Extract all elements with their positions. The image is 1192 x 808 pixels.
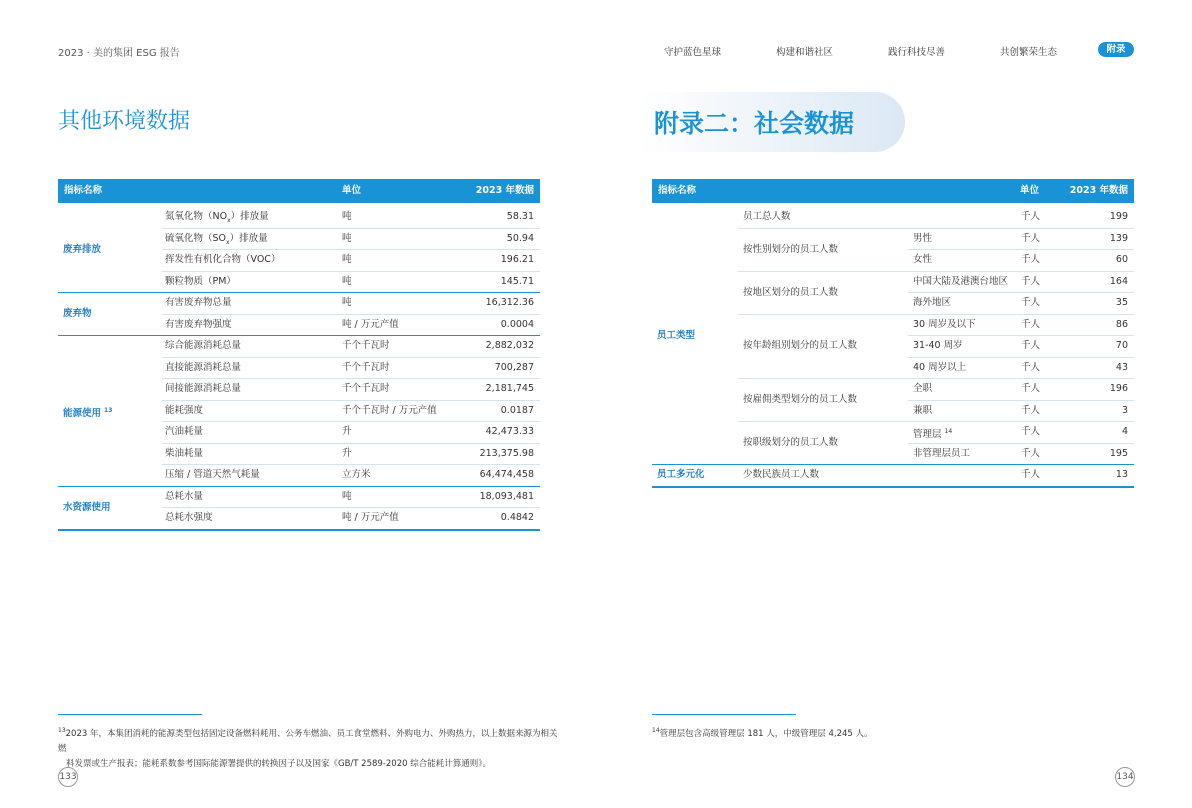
row-divider bbox=[652, 464, 1134, 465]
indicator-text: 有害废弃物强度 bbox=[165, 318, 232, 330]
row-divider bbox=[162, 507, 540, 508]
row-divider bbox=[162, 464, 540, 465]
value-cell: 64,474,458 bbox=[479, 469, 534, 480]
subindicator-text: 中国大陆及港澳台地区 bbox=[913, 275, 1009, 287]
row-divider bbox=[162, 400, 540, 401]
subindicator-text: 30 周岁及以下 bbox=[913, 318, 976, 330]
row-divider bbox=[738, 228, 1134, 229]
footnote-ref: 13 bbox=[104, 406, 113, 414]
value-cell: 164 bbox=[1109, 275, 1128, 287]
unit-cell: 吨 / 万元产值 bbox=[342, 318, 399, 330]
unit-cell: 升 bbox=[342, 447, 352, 459]
unit-cell: 千人 bbox=[1021, 340, 1041, 351]
nav-tab-appendix[interactable]: 附录 bbox=[1098, 42, 1134, 57]
row-divider bbox=[738, 378, 1134, 379]
indicator-cell: 按地区划分的员工人数 bbox=[743, 286, 839, 298]
indicator-text: 直接能源消耗总量 bbox=[165, 361, 242, 373]
row-divider bbox=[162, 357, 540, 358]
row-divider bbox=[162, 314, 540, 315]
unit-cell: 吨 / 万元产值 bbox=[342, 512, 399, 523]
unit-cell: 吨 bbox=[342, 211, 352, 222]
category-label bbox=[63, 497, 111, 518]
value-cell: 4 bbox=[1121, 426, 1128, 437]
left-page-title: 其他环境数据 bbox=[58, 109, 191, 134]
unit-cell: 千人 bbox=[1021, 361, 1041, 373]
unit-cell: 千人 bbox=[1021, 297, 1041, 308]
left-footnote: $^{13}$2023 年，本集团消耗的能源类型包括固定设备燃料耗用、公务车燃油、员工食堂燃料、外购电力、外购热力，以上数据来源为相关燃 料发票或生产报表；能耗系数参考国际能源署提供的转换因子以及国家《GB/T 2589-2020 综合能耗计算通则》。 bbox=[58, 727, 558, 769]
category-label bbox=[63, 400, 112, 424]
indicator-cell: 按年龄组别划分的员工人数 bbox=[743, 340, 858, 352]
unit-cell: 千人 bbox=[1021, 447, 1041, 459]
col-value: 2023 年数据 bbox=[475, 185, 534, 196]
right-footnote: $^{14}$管理层包含高级管理层 181 人，中级管理层 4,245 人。 bbox=[652, 727, 873, 739]
unit-cell: 千人 bbox=[1021, 404, 1041, 416]
row-divider bbox=[908, 335, 1134, 336]
value-cell: 700,287 bbox=[494, 361, 534, 373]
indicator-cell: 按职级划分的员工人数 bbox=[743, 437, 839, 448]
category-label bbox=[63, 239, 101, 260]
left-table-header bbox=[58, 179, 540, 203]
value-cell: 195 bbox=[1109, 447, 1128, 459]
unit-cell: 千人 bbox=[1021, 469, 1041, 480]
value-cell: 86 bbox=[1115, 318, 1128, 330]
right-page-title: 附录二：社会数据 bbox=[654, 109, 855, 138]
row-divider bbox=[58, 292, 540, 293]
unit-cell: 千人 bbox=[1021, 426, 1041, 437]
value-cell: 50.94 bbox=[506, 232, 534, 244]
indicator-text: 总耗水强度 bbox=[165, 512, 213, 523]
unit-cell: 吨 bbox=[342, 490, 352, 502]
footnote-divider bbox=[652, 714, 796, 715]
category-text: 废弃排放 bbox=[63, 243, 102, 255]
value-cell: 13 bbox=[1115, 469, 1128, 480]
indicator-text: 柴油耗量 bbox=[165, 447, 204, 459]
nav-tab-community[interactable]: 构建和谐社区 bbox=[776, 47, 834, 58]
row-divider bbox=[162, 378, 540, 379]
indicator-text: 间接能源消耗总量 bbox=[165, 383, 242, 394]
indicator-cell: 员工总人数 bbox=[743, 211, 791, 223]
right-table-header bbox=[652, 179, 1134, 203]
indicator-text: 颗粒物质（PM） bbox=[165, 275, 236, 287]
indicator-text: 挥发性有机化合物（VOC） bbox=[165, 254, 281, 265]
value-cell: 199 bbox=[1109, 211, 1128, 222]
row-divider bbox=[738, 421, 1134, 422]
value-cell: 196 bbox=[1109, 383, 1128, 394]
report-header: 2023 · 美的集团 ESG 报告 bbox=[58, 48, 180, 59]
indicator-cell: 按雇佣类型划分的员工人数 bbox=[743, 394, 858, 405]
unit-cell: 千人 bbox=[1021, 318, 1041, 330]
value-cell: 145.71 bbox=[500, 275, 534, 287]
col-indicator: 指标名称 bbox=[64, 185, 103, 196]
subindicator-text: 女性 bbox=[913, 254, 933, 265]
subindicator-text: 40 周岁以上 bbox=[913, 361, 967, 373]
value-cell: 0.0187 bbox=[500, 404, 534, 416]
value-cell: 16,312.36 bbox=[485, 297, 534, 308]
value-cell: 196.21 bbox=[500, 254, 534, 265]
subindicator-text: 男性 bbox=[913, 232, 933, 244]
indicator-text: ）排放量 bbox=[230, 211, 269, 222]
col-indicator: 指标名称 bbox=[658, 185, 697, 196]
row-divider bbox=[58, 335, 540, 336]
row-divider bbox=[162, 249, 540, 250]
row-divider bbox=[908, 443, 1134, 444]
row-divider bbox=[162, 228, 540, 229]
nav-tab-blue-planet[interactable]: 守护蓝色星球 bbox=[664, 47, 722, 58]
row-divider bbox=[738, 271, 1134, 272]
subindicator-text: 管理层 bbox=[913, 429, 942, 441]
nav-tab-technology[interactable]: 践行科技尽善 bbox=[888, 47, 946, 58]
category-text: 废弃物 bbox=[63, 308, 92, 319]
unit-cell: 千个千瓦时 bbox=[342, 340, 390, 351]
indicator-cell: 少数民族员工人数 bbox=[743, 469, 820, 481]
category-label: 员工多元化 bbox=[657, 469, 705, 481]
row-divider bbox=[162, 271, 540, 272]
indicator-subscript: x bbox=[227, 216, 231, 224]
subindicator-text: 海外地区 bbox=[913, 297, 952, 308]
row-divider bbox=[908, 400, 1134, 401]
value-cell: 0.0004 bbox=[500, 318, 534, 330]
value-cell: 0.4842 bbox=[500, 512, 534, 523]
col-unit: 单位 bbox=[342, 185, 362, 196]
subindicator-text: 31-40 周岁 bbox=[913, 340, 963, 351]
category-label bbox=[63, 303, 92, 324]
nav-tab-ecosystem[interactable]: 共创繁荣生态 bbox=[1000, 47, 1058, 58]
page-number-left: 133 bbox=[58, 767, 78, 787]
indicator-text: 综合能源消耗总量 bbox=[165, 340, 242, 351]
value-cell: 18,093,481 bbox=[479, 490, 534, 502]
value-cell: 58.31 bbox=[506, 211, 534, 222]
subindicator-text: 全职 bbox=[913, 383, 933, 394]
value-cell: 43 bbox=[1115, 361, 1128, 373]
row-divider bbox=[58, 486, 540, 487]
row-divider bbox=[58, 529, 540, 531]
row-divider bbox=[162, 421, 540, 422]
col-unit: 单位 bbox=[1020, 185, 1040, 196]
col-value: 2023 年数据 bbox=[1069, 185, 1128, 196]
unit-cell: 立方米 bbox=[342, 469, 371, 480]
value-cell: 70 bbox=[1115, 340, 1128, 351]
unit-cell: 升 bbox=[342, 426, 352, 437]
value-cell: 2,882,032 bbox=[485, 340, 534, 351]
footnote-ref: 14 bbox=[944, 428, 953, 435]
value-cell: 213,375.98 bbox=[479, 447, 534, 459]
subindicator-text: 兼职 bbox=[913, 404, 933, 416]
subindicator-text: 非管理层员工 bbox=[913, 447, 971, 459]
indicator-text: 有害废弃物总量 bbox=[165, 297, 232, 308]
indicator-subscript: x bbox=[226, 238, 230, 246]
indicator-text: 氮氧化物（NO bbox=[165, 211, 228, 222]
indicator-text: 压缩 / 管道天然气耗量 bbox=[165, 469, 260, 480]
unit-cell: 千人 bbox=[1021, 232, 1041, 244]
value-cell: 60 bbox=[1115, 254, 1128, 265]
value-cell: 2,181,745 bbox=[485, 383, 534, 394]
value-cell: 139 bbox=[1109, 232, 1128, 244]
value-cell: 3 bbox=[1121, 404, 1128, 416]
row-divider bbox=[738, 314, 1134, 315]
unit-cell: 千人 bbox=[1021, 383, 1041, 394]
indicator-text: 能耗强度 bbox=[165, 404, 204, 416]
unit-cell: 吨 bbox=[342, 254, 352, 265]
value-cell: 42,473.33 bbox=[485, 426, 534, 437]
indicator-text: 汽油耗量 bbox=[165, 426, 204, 437]
unit-cell: 吨 bbox=[342, 297, 352, 308]
unit-cell: 千个千瓦时 / 万元产值 bbox=[342, 404, 437, 416]
value-cell: 35 bbox=[1115, 297, 1128, 308]
unit-cell: 吨 bbox=[342, 275, 352, 287]
unit-cell: 千个千瓦时 bbox=[342, 383, 390, 394]
page-number-right: 134 bbox=[1115, 767, 1135, 787]
unit-cell: 吨 bbox=[342, 232, 352, 244]
category-text: 水资源使用 bbox=[63, 501, 111, 513]
unit-cell: 千人 bbox=[1021, 275, 1041, 287]
indicator-cell: 按性别划分的员工人数 bbox=[743, 243, 839, 255]
unit-cell: 千人 bbox=[1021, 254, 1041, 265]
category-label: 员工类型 bbox=[657, 329, 696, 341]
unit-cell: 千人 bbox=[1021, 211, 1041, 222]
footnote-divider bbox=[58, 714, 202, 715]
unit-cell: 千个千瓦时 bbox=[342, 361, 390, 373]
category-text: 能源使用 bbox=[63, 407, 102, 419]
row-divider bbox=[908, 292, 1134, 293]
table-bottom-line bbox=[652, 486, 1134, 488]
row-divider bbox=[908, 249, 1134, 250]
row-divider bbox=[908, 357, 1134, 358]
indicator-text: 硫氧化物（SO bbox=[165, 232, 227, 244]
indicator-text: ）排放量 bbox=[229, 232, 268, 244]
indicator-text: 总耗水量 bbox=[165, 490, 204, 502]
row-divider bbox=[162, 443, 540, 444]
